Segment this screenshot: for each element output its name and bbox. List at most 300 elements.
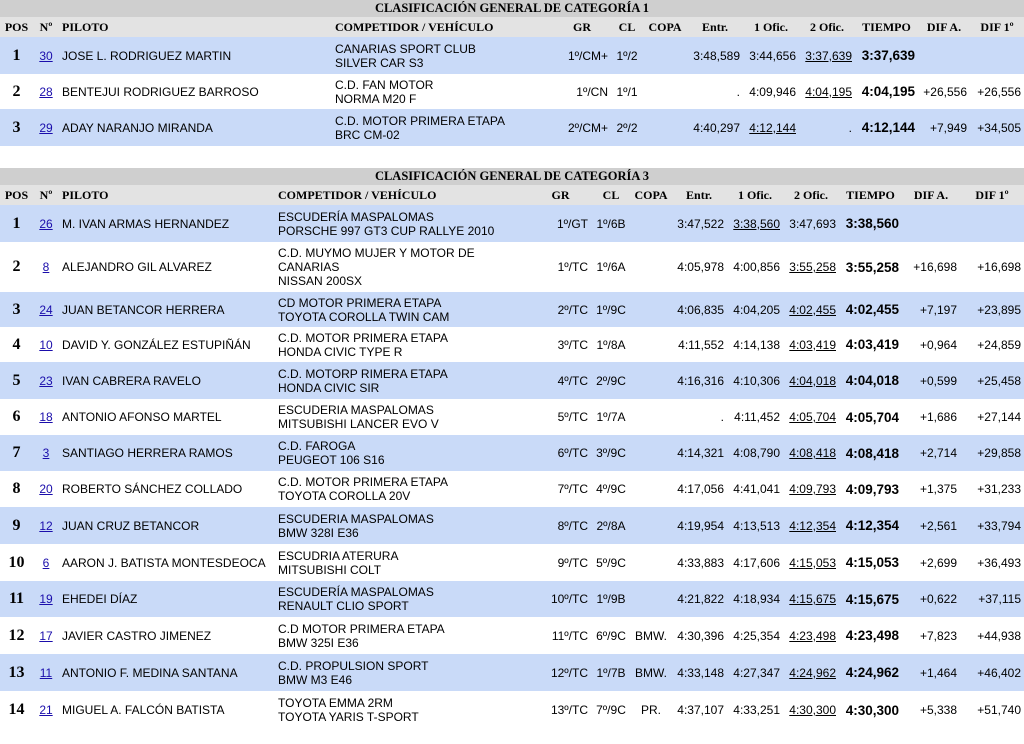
diff-previous-value: +16,698 xyxy=(913,260,957,274)
diff-leader-value: +24,859 xyxy=(977,337,1022,352)
header-dif1: DIF 1º xyxy=(980,19,1014,34)
header-tiempo: TIEMPO xyxy=(846,187,895,202)
cup xyxy=(631,362,671,399)
competitor-vehicle xyxy=(275,617,530,654)
class xyxy=(591,292,631,327)
diff-leader xyxy=(960,654,1024,691)
header-copa: COPA xyxy=(648,19,682,34)
cat1-table xyxy=(0,0,1024,146)
cat1-body xyxy=(0,37,1024,146)
diff-previous xyxy=(918,74,970,109)
class-value: 1º/9B xyxy=(596,592,626,606)
group-value: 10º/TC xyxy=(550,592,588,606)
entry-number-cell xyxy=(33,691,59,729)
diff-previous-value: +1,375 xyxy=(919,482,957,496)
competitor-line: NORMA M20 F xyxy=(335,91,417,106)
entry-number-link[interactable]: 18 xyxy=(39,410,53,424)
official-1 xyxy=(727,205,783,242)
official-1 xyxy=(727,581,783,617)
class xyxy=(591,544,631,581)
class-value: 1º/7B xyxy=(596,665,626,680)
total-time-value: 4:02,455 xyxy=(845,302,899,317)
header-of2: 2 Ofic. xyxy=(810,19,844,34)
position: 9 xyxy=(0,507,33,544)
total-time xyxy=(839,362,902,399)
total-time xyxy=(855,109,918,146)
driver-name: ALEJANDRO GIL ALVAREZ xyxy=(59,242,275,292)
official-2 xyxy=(783,507,839,544)
total-time-value: 4:15,053 xyxy=(845,555,899,570)
practice-time xyxy=(671,292,727,327)
official-2-value: 4:08,418 xyxy=(789,446,836,460)
diff-leader xyxy=(960,242,1024,292)
header-num: Nº xyxy=(39,19,53,34)
entry-number-link[interactable]: 17 xyxy=(39,628,53,643)
diff-leader xyxy=(960,507,1024,544)
cat3-title: CLASIFICACIÓN GENERAL DE CATEGORÍA 3 xyxy=(374,169,650,183)
competitor-line: C.D. MOTORP RIMERA ETAPA xyxy=(278,366,448,381)
table-row xyxy=(0,37,1024,74)
group xyxy=(530,292,591,327)
position: 8 xyxy=(0,471,33,507)
cup xyxy=(631,205,671,242)
competitor-vehicle xyxy=(275,205,530,242)
group-value: 1º/CN xyxy=(576,84,608,99)
entry-number-link[interactable]: 30 xyxy=(39,48,53,63)
practice-time-value: 4:11,552 xyxy=(678,337,724,352)
group xyxy=(530,435,591,471)
official-1 xyxy=(727,435,783,471)
diff-previous-value: +1,686 xyxy=(919,410,957,424)
entry-number-cell xyxy=(33,242,59,292)
official-2 xyxy=(783,617,839,654)
official-1 xyxy=(727,292,783,327)
entry-number-cell xyxy=(33,205,59,242)
header-of2: 2 Ofic. xyxy=(794,187,828,202)
practice-time xyxy=(671,471,727,507)
diff-previous xyxy=(902,654,960,691)
class-value: 1º/6B xyxy=(596,216,626,231)
practice-time xyxy=(671,327,727,362)
competitor-line: TOYOTA EMMA 2RM xyxy=(278,696,393,710)
diff-previous-value: +1,464 xyxy=(919,665,957,680)
diff-previous xyxy=(902,292,960,327)
official-1-value: 3:44,656 xyxy=(749,48,796,63)
official-2-value: 3:55,258 xyxy=(789,260,836,274)
entry-number-cell xyxy=(33,362,59,399)
driver-name: IVAN CABRERA RAVELO xyxy=(59,362,275,399)
cup xyxy=(631,581,671,617)
driver-name: ANTONIO F. MEDINA SANTANA xyxy=(59,654,275,691)
diff-leader xyxy=(970,74,1024,109)
total-time-value: 4:24,962 xyxy=(845,665,899,680)
entry-number-cell xyxy=(33,292,59,327)
total-time-value: 4:08,418 xyxy=(845,445,899,461)
diff-leader xyxy=(970,109,1024,146)
diff-leader-value: +25,458 xyxy=(977,373,1022,388)
entry-number-link[interactable]: 24 xyxy=(39,302,53,317)
position: 14 xyxy=(0,691,33,729)
diff-previous xyxy=(902,507,960,544)
group-value: 13º/TC xyxy=(550,703,588,717)
diff-leader-value: +26,556 xyxy=(977,84,1022,99)
total-time-value: 4:12,354 xyxy=(845,518,899,533)
diff-leader xyxy=(960,205,1024,242)
official-1-value: 4:04,205 xyxy=(733,302,780,317)
competitor-vehicle xyxy=(275,327,530,362)
total-time-value: 3:37,639 xyxy=(861,48,915,63)
entry-number-cell xyxy=(33,654,59,691)
driver-name: ANTONIO AFONSO MARTEL xyxy=(59,399,275,435)
entry-number-link[interactable]: 12 xyxy=(39,518,53,533)
class-value: 2º/2 xyxy=(616,120,638,135)
practice-time-value: 4:40,297 xyxy=(693,120,740,135)
group xyxy=(530,507,591,544)
total-time-value: 4:04,195 xyxy=(861,84,915,99)
total-time-value: 4:09,793 xyxy=(845,481,899,497)
group xyxy=(530,691,591,729)
table-row xyxy=(0,617,1024,654)
competitor-line: TOYOTA YARIS T-SPORT xyxy=(278,710,419,724)
driver-name: BENTEJUI RODRIGUEZ BARROSO xyxy=(59,74,332,109)
diff-leader xyxy=(960,327,1024,362)
diff-previous-value: +2,561 xyxy=(919,518,957,533)
position: 6 xyxy=(0,399,33,435)
group xyxy=(553,109,611,146)
section-gap xyxy=(0,146,1024,168)
official-2 xyxy=(783,362,839,399)
cat1-title: CLASIFICACIÓN GENERAL DE CATEGORÍA 1 xyxy=(374,1,650,15)
class-value: 2º/9C xyxy=(596,373,626,388)
official-2 xyxy=(783,205,839,242)
group xyxy=(530,399,591,435)
entry-number-link[interactable]: 8 xyxy=(42,260,50,274)
competitor-line: C.D. MOTOR PRIMERA ETAPA xyxy=(278,475,449,489)
class-value: 2º/8A xyxy=(596,518,626,533)
competitor-line: CANARIAS xyxy=(278,260,340,274)
cup xyxy=(631,544,671,581)
official-1-value: 4:09,946 xyxy=(749,84,796,99)
diff-leader-value: +37,115 xyxy=(978,592,1022,606)
practice-time-value: 4:33,148 xyxy=(677,665,724,680)
official-1-value: 4:13,513 xyxy=(733,518,780,533)
group-value: 2º/TC xyxy=(557,302,588,317)
header-of1: 1 Ofic. xyxy=(738,187,772,202)
practice-time xyxy=(671,205,727,242)
competitor-line: CANARIAS SPORT CLUB xyxy=(335,41,476,56)
competitor-line: MITSUBISHI LANCER EVO V xyxy=(278,417,439,431)
group-value: 3º/TC xyxy=(557,337,588,352)
entry-number-cell xyxy=(33,617,59,654)
table-row xyxy=(0,205,1024,242)
entry-number-cell xyxy=(33,471,59,507)
practice-time xyxy=(671,691,727,729)
competitor-line: ESCUDERIA MASPALOMAS xyxy=(278,403,434,417)
diff-previous-value: +2,699 xyxy=(919,555,957,570)
group-value: 1º/CM+ xyxy=(567,48,608,63)
cup-value: BMW. xyxy=(635,628,667,643)
entry-number-cell xyxy=(33,37,59,74)
competitor-line: BMW M3 E46 xyxy=(278,672,353,687)
driver-name: SANTIAGO HERRERA RAMOS xyxy=(59,435,275,471)
class xyxy=(591,507,631,544)
driver-name: M. IVAN ARMAS HERNANDEZ xyxy=(59,205,275,242)
group-value: 12º/TC xyxy=(550,665,588,680)
driver-name: AARON J. BATISTA MONTESDEOCA xyxy=(59,544,275,581)
total-time xyxy=(839,581,902,617)
official-1-value: 4:17,606 xyxy=(733,555,780,570)
competitor-line: CD MOTOR PRIMERA ETAPA xyxy=(278,295,442,310)
competitor-vehicle xyxy=(332,74,553,109)
practice-time-value: 3:48,589 xyxy=(693,48,740,63)
official-2-value: 4:15,053 xyxy=(789,555,836,570)
diff-previous xyxy=(902,691,960,729)
entry-number-link[interactable]: 19 xyxy=(39,592,53,606)
header-dif1: DIF 1º xyxy=(975,187,1009,202)
competitor-line: ESCUDERÍA MASPALOMAS xyxy=(278,585,434,599)
total-time-value: 3:38,560 xyxy=(845,216,899,231)
official-1 xyxy=(727,691,783,729)
official-2-value: 4:12,354 xyxy=(789,518,836,533)
header-difa: DIF A. xyxy=(913,187,949,202)
practice-time-value: 4:17,056 xyxy=(677,482,724,496)
entry-number-link[interactable]: 23 xyxy=(39,373,53,388)
total-time xyxy=(839,544,902,581)
position: 5 xyxy=(0,362,33,399)
table-row xyxy=(0,507,1024,544)
official-2 xyxy=(783,292,839,327)
position: 3 xyxy=(0,292,33,327)
cup xyxy=(631,399,671,435)
official-1 xyxy=(743,37,799,74)
practice-time xyxy=(671,654,727,691)
entry-number-link[interactable]: 6 xyxy=(42,555,50,570)
practice-time xyxy=(671,507,727,544)
total-time xyxy=(839,435,902,471)
diff-leader xyxy=(960,435,1024,471)
diff-leader-value: +51,740 xyxy=(977,703,1022,717)
class-value: 1º/9C xyxy=(596,302,626,317)
diff-previous xyxy=(918,37,970,74)
class xyxy=(591,617,631,654)
entry-number-cell xyxy=(33,581,59,617)
practice-time-value: 4:21,822 xyxy=(677,592,724,606)
cup xyxy=(643,74,687,109)
official-1 xyxy=(727,242,783,292)
class-value: 1º/8A xyxy=(596,337,626,352)
practice-time xyxy=(687,74,743,109)
entry-number-link[interactable]: 10 xyxy=(39,337,53,352)
total-time xyxy=(839,292,902,327)
competitor-vehicle xyxy=(275,242,530,292)
position: 11 xyxy=(0,581,33,617)
table-row xyxy=(0,435,1024,471)
competitor-vehicle xyxy=(275,654,530,691)
table-row xyxy=(0,74,1024,109)
cup xyxy=(631,471,671,507)
group xyxy=(530,617,591,654)
class xyxy=(611,37,643,74)
practice-time xyxy=(671,544,727,581)
competitor-vehicle xyxy=(275,544,530,581)
total-time xyxy=(839,691,902,729)
competitor-vehicle xyxy=(332,37,553,74)
entry-number-cell xyxy=(33,507,59,544)
diff-previous xyxy=(902,399,960,435)
competitor-line: C.D. FAROGA xyxy=(278,439,356,453)
group-value: 1º/GT xyxy=(556,216,588,231)
official-2-value: 4:04,195 xyxy=(805,84,852,99)
official-1 xyxy=(727,399,783,435)
cup xyxy=(631,327,671,362)
diff-previous-value: +0,622 xyxy=(919,592,957,606)
competitor-vehicle xyxy=(275,471,530,507)
position: 1 xyxy=(0,37,33,74)
entry-number-link[interactable]: 26 xyxy=(39,216,53,231)
diff-previous xyxy=(918,109,970,146)
official-2 xyxy=(783,399,839,435)
entry-number-link[interactable]: 3 xyxy=(42,446,50,460)
official-2 xyxy=(783,581,839,617)
group xyxy=(530,205,591,242)
official-2 xyxy=(783,654,839,691)
official-1 xyxy=(727,471,783,507)
practice-time xyxy=(687,37,743,74)
table-row xyxy=(0,691,1024,729)
class-value: 3º/9C xyxy=(596,446,626,460)
official-1-value: 4:18,934 xyxy=(733,592,780,606)
table-row xyxy=(0,292,1024,327)
official-1-value: 4:25,354 xyxy=(733,628,780,643)
cup xyxy=(631,691,671,729)
entry-number-cell xyxy=(33,327,59,362)
competitor-line: PEUGEOT 106 S16 xyxy=(278,453,385,467)
total-time xyxy=(855,74,918,109)
group-value: 5º/TC xyxy=(557,410,588,424)
official-1-value: 4:27,347 xyxy=(733,665,780,680)
competitor-vehicle xyxy=(275,292,530,327)
competitor-line: ESCUDERIA MASPALOMAS xyxy=(278,511,434,526)
cup xyxy=(631,242,671,292)
practice-time xyxy=(671,362,727,399)
diff-leader-value: +46,402 xyxy=(977,665,1022,680)
total-time xyxy=(839,242,902,292)
table-row xyxy=(0,399,1024,435)
total-time xyxy=(855,37,918,74)
diff-previous xyxy=(902,544,960,581)
class xyxy=(611,109,643,146)
diff-leader-value: +44,938 xyxy=(977,628,1022,643)
group xyxy=(530,471,591,507)
official-2-value: 4:30,300 xyxy=(789,703,836,717)
header-cl: CL xyxy=(618,19,636,34)
diff-leader xyxy=(960,617,1024,654)
group-value: 4º/TC xyxy=(557,373,588,388)
official-2-value: 4:04,018 xyxy=(789,373,836,388)
official-2 xyxy=(783,691,839,729)
official-2 xyxy=(783,435,839,471)
official-2 xyxy=(783,471,839,507)
total-time-value: 4:23,498 xyxy=(845,628,899,643)
official-2 xyxy=(783,327,839,362)
cat3-body xyxy=(0,205,1024,729)
header-tiempo: TIEMPO xyxy=(862,19,911,34)
total-time xyxy=(839,471,902,507)
cup xyxy=(631,617,671,654)
diff-leader-value: +23,895 xyxy=(977,302,1022,317)
competitor-line: RENAULT CLIO SPORT xyxy=(278,599,409,613)
total-time-value: 3:55,258 xyxy=(845,259,899,275)
practice-time-value: 4:37,107 xyxy=(677,703,724,717)
group-value: 1º/TC xyxy=(557,260,588,274)
competitor-vehicle xyxy=(275,362,530,399)
entry-number-link[interactable]: 29 xyxy=(39,120,53,135)
practice-time-value: . xyxy=(736,84,740,99)
practice-time xyxy=(671,242,727,292)
header-copa: COPA xyxy=(634,187,668,202)
class xyxy=(591,691,631,729)
diff-previous xyxy=(902,581,960,617)
entry-number-cell xyxy=(33,399,59,435)
official-2 xyxy=(783,544,839,581)
competitor-line: TOYOTA COROLLA TWIN CAM xyxy=(278,309,450,324)
total-time-value: 4:12,144 xyxy=(861,120,915,135)
entry-number-link[interactable]: 20 xyxy=(39,482,53,496)
cat3-table xyxy=(0,168,1024,729)
diff-previous-value: +5,338 xyxy=(919,703,957,717)
cat3-header-row xyxy=(0,185,1024,205)
entry-number-link[interactable]: 11 xyxy=(39,665,53,680)
practice-time-value: 4:05,978 xyxy=(677,260,724,274)
competitor-line: HONDA CIVIC TYPE R xyxy=(278,344,403,359)
class-value: 1º/1 xyxy=(616,84,638,99)
header-gr: GR xyxy=(573,19,591,34)
diff-leader xyxy=(960,399,1024,435)
cup xyxy=(631,654,671,691)
group-value: 7º/TC xyxy=(557,482,588,496)
competitor-line: NISSAN 200SX xyxy=(278,274,363,288)
total-time xyxy=(839,205,902,242)
competitor-line: ESCUDRIA ATERURA xyxy=(278,548,399,563)
header-pos: POS xyxy=(4,187,29,202)
table-row xyxy=(0,109,1024,146)
diff-leader xyxy=(960,471,1024,507)
entry-number-link[interactable]: 21 xyxy=(39,703,53,717)
competitor-line: TOYOTA COROLLA 20V xyxy=(278,489,411,503)
competitor-vehicle xyxy=(275,691,530,729)
competitor-line: PORSCHE 997 GT3 CUP RALLYE 2010 xyxy=(278,223,495,238)
competitor-line: ESCUDERÍA MASPALOMAS xyxy=(278,209,434,224)
table-row xyxy=(0,362,1024,399)
group xyxy=(530,242,591,292)
competitor-line: C.D. PROPULSION SPORT xyxy=(278,658,429,673)
official-2-value: 4:24,962 xyxy=(789,665,836,680)
official-1-value: 4:33,251 xyxy=(733,703,780,717)
competitor-line: C.D. FAN MOTOR xyxy=(335,77,434,92)
entry-number-link[interactable]: 28 xyxy=(39,84,53,99)
official-1-value: 4:00,856 xyxy=(733,260,780,274)
driver-name: JUAN CRUZ BETANCOR xyxy=(59,507,275,544)
official-1 xyxy=(743,109,799,146)
position: 4 xyxy=(0,327,33,362)
class-value: 6º/9C xyxy=(596,628,626,643)
table-row xyxy=(0,581,1024,617)
class xyxy=(611,74,643,109)
header-entr: Entr. xyxy=(702,19,728,34)
class-value: 7º/9C xyxy=(596,703,626,717)
class-value: 1º/6A xyxy=(596,260,626,274)
official-1 xyxy=(743,74,799,109)
